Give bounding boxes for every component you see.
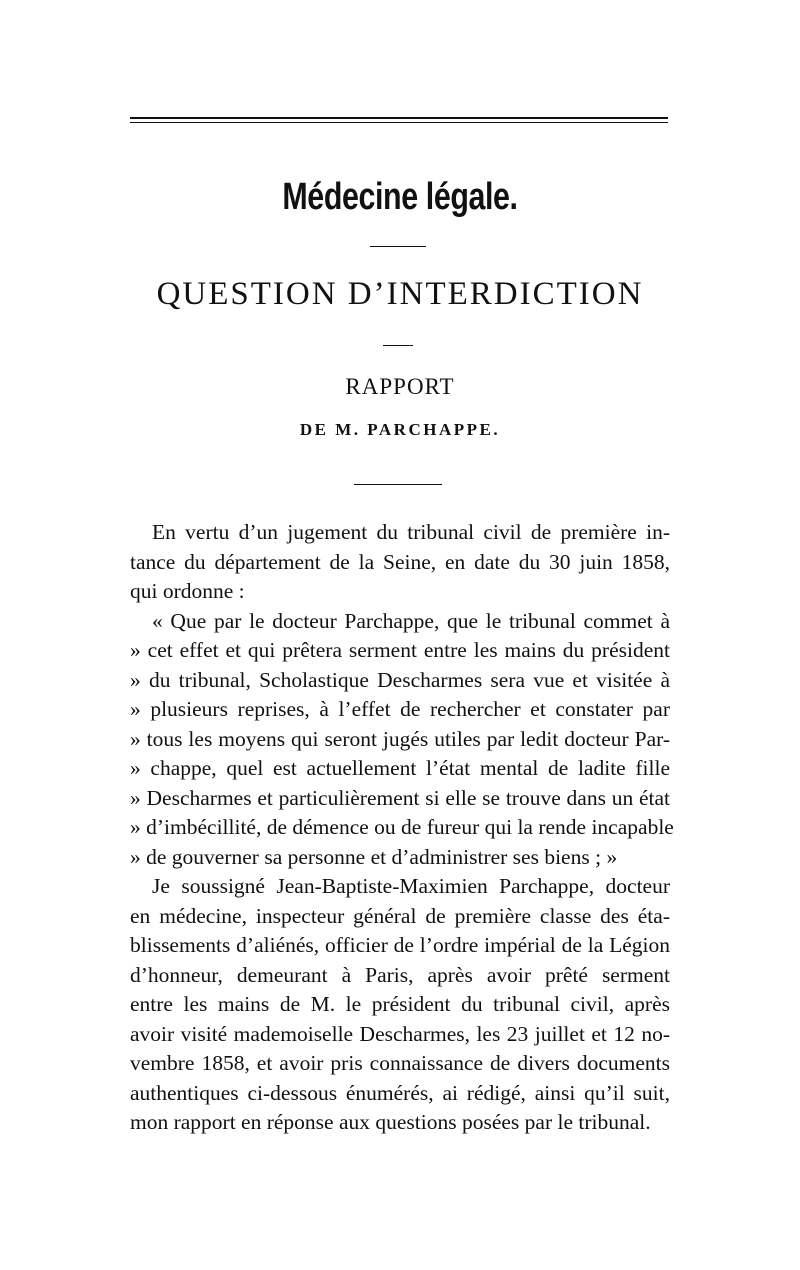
text-line: En vertu d’un jugement du tribunal civil de première in- <box>152 520 670 544</box>
text-line: » du tribunal, Scholastique Descharmes sera vue et visitée à <box>130 667 670 692</box>
subtitle-divider <box>383 345 413 346</box>
report-label: RAPPORT <box>345 374 455 399</box>
text-line: vembre 1858, et avoir pris connaissance de divers documents <box>130 1051 670 1075</box>
text-line: » tous les moyens qui seront jugés utiles par ledit docteur Par- <box>130 726 670 751</box>
section-subtitle: QUESTION D’INTERDICTION <box>156 276 644 312</box>
text-line: tance du département de la Seine, en date du 30 juin 1858, <box>130 549 670 574</box>
text-line: qui ordonne : <box>130 579 245 603</box>
header-rule-top <box>130 117 668 119</box>
text-line: » chappe, quel est actuellement l’état mental de ladite fille <box>130 756 670 780</box>
report-author: DE M. PARCHAPPE. <box>299 420 501 439</box>
text-line: Je soussigné Jean-Baptiste-Maximien Parchappe, docteur <box>152 874 670 898</box>
header-rule-bottom <box>130 122 668 123</box>
text-line: mon rapport en réponse aux questions posées par le tribunal. <box>130 1110 651 1134</box>
text-line: authentiques ci-dessous énumérés, ai rédigé, ainsi qu’il suit, <box>130 1080 670 1105</box>
text-line: » Descharmes et particulièrement si elle se trouve dans un état <box>130 785 670 810</box>
text-line: » cet effet et qui prêtera serment entre les mains du président <box>130 638 670 662</box>
text-line: entre les mains de M. le président du tribunal civil, après <box>130 992 670 1016</box>
title-divider <box>370 246 426 247</box>
text-line: avoir visité mademoiselle Descharmes, les 23 juillet et 12 no- <box>130 1021 670 1046</box>
author-divider <box>354 484 442 485</box>
report-body <box>130 518 674 1138</box>
text-line: » de gouverner sa personne et d’administrer ses biens ; » <box>130 844 618 869</box>
text-line: » d’imbécillité, de démence ou de fureur qui la rende incapable <box>130 815 674 839</box>
text-line: en médecine, inspecteur général de première classe des éta- <box>130 903 670 928</box>
text-line: blissements d’aliénés, officier de l’ordre impérial de la Légion <box>130 933 670 957</box>
text-line: « Que par le docteur Parchappe, que le tribunal commet à <box>152 608 670 633</box>
text-line: » plusieurs reprises, à l’effet de rechercher et constater par <box>130 697 670 721</box>
text-line: d’honneur, demeurant à Paris, après avoir prêté serment <box>130 962 670 987</box>
page-title: Médecine légale. <box>282 176 518 218</box>
